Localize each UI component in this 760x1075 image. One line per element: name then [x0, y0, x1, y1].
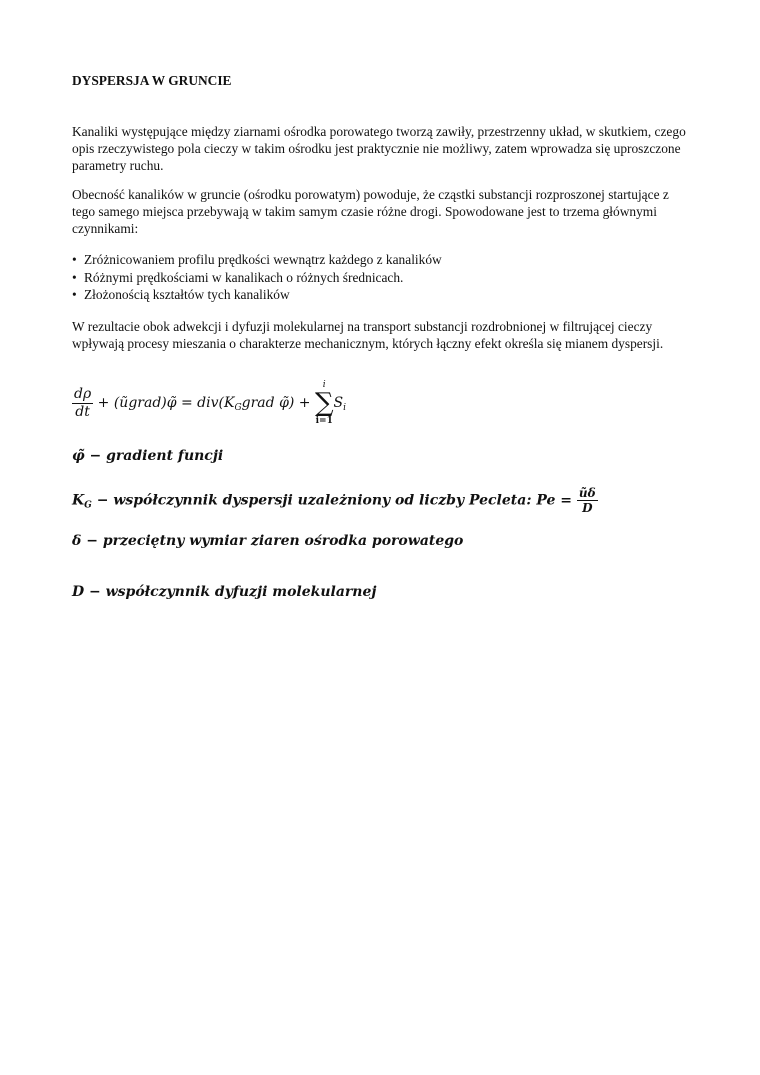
source-term: S	[333, 395, 344, 411]
paragraph-causes: Obecność kanalików w gruncie (ośrodku porowatym) powoduje, że cząstki substancji rozproszonej startujące z tego samego miejsca przebywają w takim samym czasie różne drogi. Spowodowane jest to trzema głównymi czynnikami:	[72, 187, 669, 236]
paragraph-intro: Kanaliki występujące między ziarnami ośrodka porowatego tworzą zawiły, przestrzenny układ, w skutkiem, czego opis rzeczywistego pola cieczy w takim ośrodku jest praktycznie nie możliwy, zatem wprowadza się uproszczone parametry ruchu.	[72, 124, 686, 173]
peclet-fraction: $\frac{ũ\delta}{D}$	[578, 486, 596, 515]
sigma-icon: ∑	[314, 388, 334, 418]
bullet-list	[72, 251, 692, 304]
bullet-icon: •	[72, 269, 77, 285]
list-item	[72, 251, 692, 269]
definition-d: D − współczynnik dyfuzji molekularnej	[72, 584, 377, 600]
equation-middle-2: grad φ̃) +	[241, 395, 315, 411]
list-item-text: Zróżnicowaniem profilu prędkości wewnątrz każdego z kanalików	[84, 252, 442, 267]
equation-middle: + (ũgrad)φ̃ = div(K	[93, 395, 235, 411]
bullet-icon: •	[72, 252, 77, 267]
definition-phi: φ̃ − gradient funcji	[72, 448, 224, 464]
dispersion-equation: $\frac{d\rho}{dt}$ + (ũgrad)φ̃ = $div(K_Ggrad$ φ̃) + i ∑ i=1 $S_i$	[74, 380, 347, 426]
list-item-text: Różnymi prędkościami w kanalikach o różnych średnicach.	[84, 269, 404, 285]
list-item	[72, 269, 692, 287]
list-item	[72, 286, 692, 304]
paragraph-conclusion: W rezultacie obok adwekcji i dyfuzji molekularnej na transport substancji rozdrobnionej w filtrującej cieczy wpływają procesy mieszania o charakterze mechanicznym, których łączny efekt określa się mianem dyspersji.	[72, 319, 664, 351]
bullet-icon: •	[72, 287, 77, 302]
derivative-fraction: $\frac{d\rho}{dt}$	[74, 385, 92, 420]
definition-delta: δ − przeciętny wymiar ziaren ośrodka porowatego	[72, 533, 464, 549]
definition-kg: $K_G$ − współczynnik dyspersji uzależniony od liczby Pecleta: Pe = $\frac{ũ\delta}{D}$	[72, 486, 596, 515]
summation: i ∑ i=1	[314, 380, 334, 426]
document-title: DYSPERSJA W GRUNCIE	[72, 73, 232, 88]
list-item-text: Złożonością kształtów tych kanalików	[84, 287, 290, 302]
